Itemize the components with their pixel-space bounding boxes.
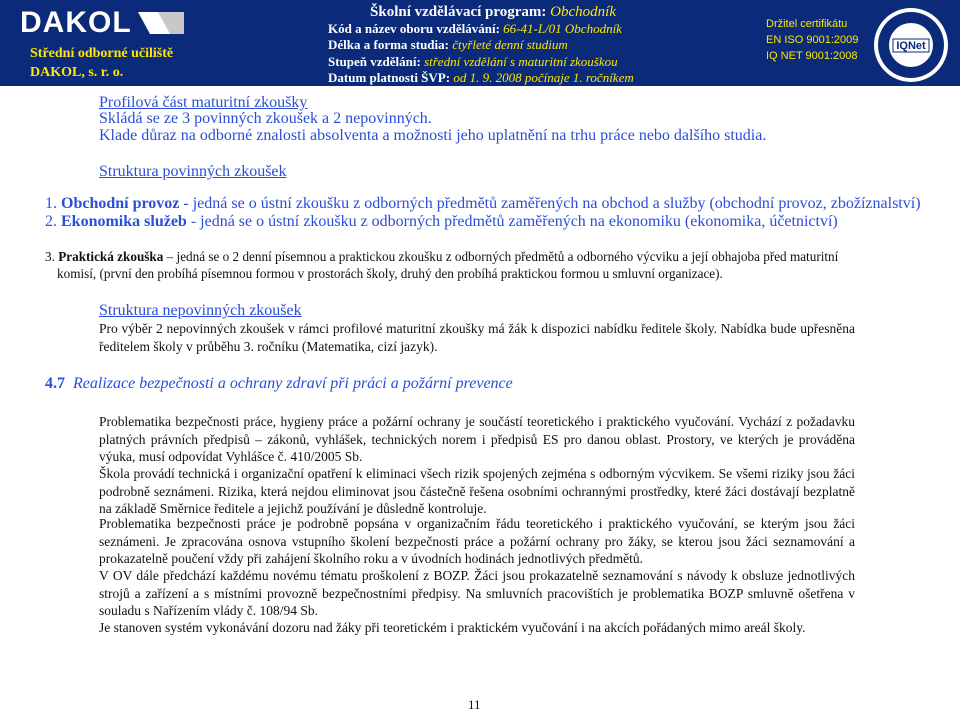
school-name xyxy=(30,44,210,82)
code-value: 66-41-L/01 Obchodník xyxy=(503,20,622,36)
item-text: – jedná se o 2 denní písemnou a praktickou zkoušku z odborných předmětů a odborného výcviku a její obhajoba před maturitní xyxy=(163,249,839,264)
profile-heading: Profilová část maturitní zkoušky xyxy=(99,94,308,111)
cert-holder: Držitel certifikátu xyxy=(766,18,848,30)
validity-value: od 1. 9. 2008 počínaje 1. ročníkem xyxy=(453,70,634,85)
item-title: Ekonomika služeb xyxy=(61,213,187,230)
program-value: Obchodník xyxy=(550,4,616,20)
logo-mark-icon xyxy=(138,6,184,40)
list-item xyxy=(45,195,921,213)
level-label: Stupeň vzdělání: xyxy=(328,53,421,69)
school-name-line2: DAKOL, s. r. o. xyxy=(30,65,124,80)
cert-iqnet: IQ NET 9001:2008 xyxy=(766,50,858,62)
school-name-line1: Střední odborné učiliště xyxy=(30,46,174,61)
seal-text: IQNet xyxy=(896,40,926,52)
mandatory-heading: Struktura povinných zkoušek xyxy=(99,163,287,180)
item3-text-cont: komisí, (první den probíhá písemnou formou v prostorách školy, druhý den probíhá praktickou formou u smluvní organizace). xyxy=(57,266,723,281)
section-number: 4.7 xyxy=(45,375,65,392)
item-text: - jedná se o ústní zkoušku z odborných předmětů zaměřených na obchod a služby (obchodní provoz, zbožíznalství) xyxy=(179,195,921,212)
item-number: 3. xyxy=(45,249,55,264)
list-item xyxy=(45,249,838,265)
optional-heading: Struktura nepovinných zkoušek xyxy=(99,302,302,319)
page-number: 11 xyxy=(468,697,481,712)
program-info xyxy=(328,4,658,87)
length-label: Délka a forma studia: xyxy=(328,37,449,52)
item-title: Obchodní provoz xyxy=(61,195,180,212)
section-title: Realizace bezpečnosti a ochrany zdraví při práci a požární prevence xyxy=(73,375,513,392)
paragraph-1: Problematika bezpečnosti práce, hygieny práce a požární ochrany je součástí teoretického i praktického vyučování. Vychází z požadavku platných právních předpisů – zákonů, vyhlášek, technických norem i předpisů ES pro danou oblast. Prostory, ve kterých je prováděna výuka, musí odpovídat Vyhlášce č. 410/2005 Sb. xyxy=(99,414,855,464)
paragraph-2: Škola provádí technická i organizační opatření k eliminaci všech rizik spojených zejména s odborným výcvikem. Se všemi riziky jsou žáci podrobně seznámeni. Rizika, která nejdou eliminovat jsou částečně řešena osobními ochrannými prostředky, které žáci dostávají bezplatně na základě Směrnice ředitele a jejichž používání je důsledně kontroluje. xyxy=(99,466,855,516)
paragraph-3: Problematika bezpečnosti práce je podrobně popsána v organizačním řádu teoretického i praktického vyučování, se kterým jsou žáci seznámeni. Je zpracována osnova vstupního školení bezpečnosti práce a požární ochrany pro žáky, se kterou jsou žáci seznamování a prokazatelně poučení vždy při zahájení školního roku a v úvodních hodinách jednotlivých předmětů. xyxy=(99,516,855,566)
certified-seal-icon xyxy=(872,6,950,84)
program-line xyxy=(328,4,658,21)
logo-text: DAKOL xyxy=(20,6,132,39)
paragraph-5: Je stanoven systém vykonávání dozoru nad žáky při teoretickém i praktickém vyučování i na akcích pořádaných mimo areál školy. xyxy=(99,620,806,635)
page-header xyxy=(0,0,960,86)
validity-label: Datum platnosti ŠVP: xyxy=(328,70,451,85)
validity-line xyxy=(328,70,658,87)
certificate-info xyxy=(766,16,866,64)
section-heading xyxy=(45,375,513,393)
code-label: Kód a název oboru vzdělávání: xyxy=(328,20,500,36)
item-number: 1. xyxy=(45,195,57,212)
cert-iso: EN ISO 9001:2009 xyxy=(766,34,859,46)
item-number: 2. xyxy=(45,213,57,230)
program-label: Školní vzdělávací program: xyxy=(370,4,547,20)
list-item xyxy=(45,213,838,231)
optional-text: Pro výběr 2 nepovinných zkoušek v rámci profilové maturitní zkoušky má žák k dispozici nabídku ředitele školy. Nabídka bude upřesněna ředitelem školy v průběhu 3. ročníku (Matematika, cizí jazyk). xyxy=(99,321,855,354)
profile-line1: Skládá se ze 3 povinných zkoušek a 2 nepovinných. xyxy=(99,110,432,127)
code-line xyxy=(328,21,658,38)
dakol-logo xyxy=(20,6,205,40)
level-value: střední vzdělání s maturitní zkouškou xyxy=(424,53,618,69)
level-line xyxy=(328,54,658,71)
length-line xyxy=(328,37,658,54)
profile-line2: Klade důraz na odborné znalosti absolventa a možnosti jeho uplatnění na trhu práce nebo dalšího studia. xyxy=(99,127,767,144)
item-title: Praktická zkouška xyxy=(58,249,164,264)
item-text: - jedná se o ústní zkoušku z odborných předmětů zaměřených na ekonomiku (ekonomika, účetnictví) xyxy=(186,213,838,230)
paragraph-4: V OV dále předchází každému novému tématu proškolení z BOZP. Žáci jsou prokazatelně seznamování s návody k obsluze jednotlivých strojů a zařízení a s místními provozně bezpečnostními předpisy. Na smluvních pracovištích je problematika BOZP smluvně ošetřena v souladu s Nařízením vlády č. 108/94 Sb. xyxy=(99,568,855,618)
length-value: čtyřleté denní studium xyxy=(452,37,568,52)
